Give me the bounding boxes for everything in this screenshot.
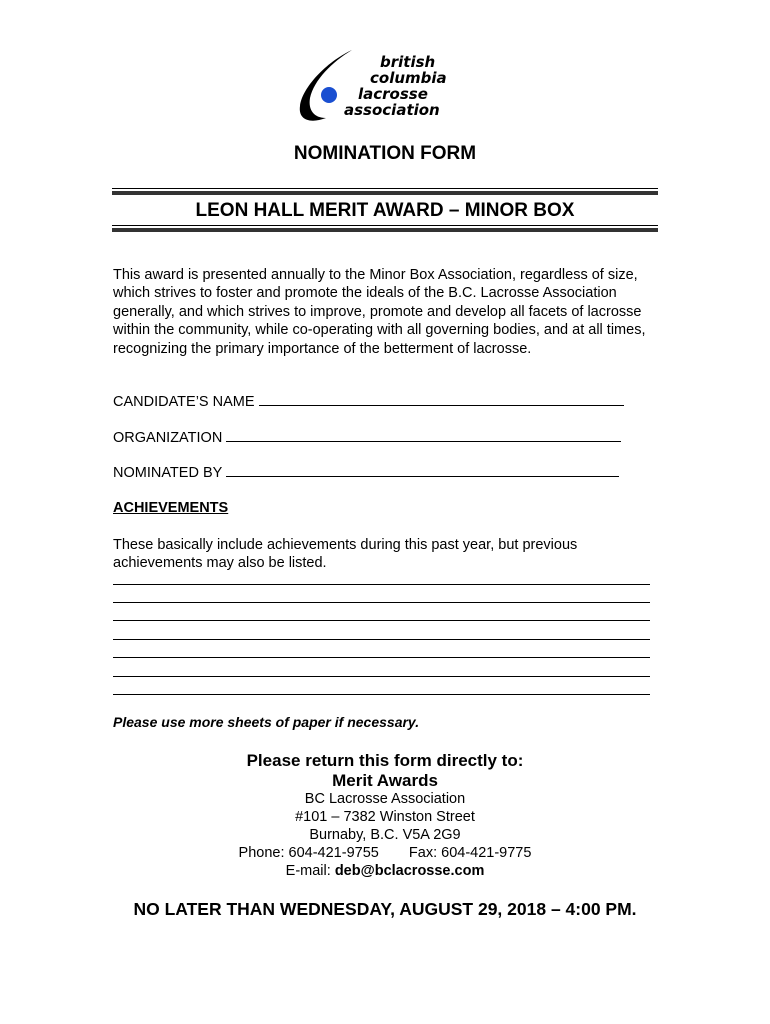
candidate-name-blank[interactable] xyxy=(259,393,624,406)
organization-blank[interactable] xyxy=(226,429,621,442)
nominated-by-label: NOMINATED BY xyxy=(113,465,223,481)
organization-field[interactable] xyxy=(113,429,621,446)
achievement-line[interactable] xyxy=(113,602,650,603)
deadline: NO LATER THAN WEDNESDAY, AUGUST 29, 2018 – 4:00 PM. xyxy=(133,899,637,919)
form-title: NOMINATION FORM xyxy=(293,143,477,164)
return-street: #101 – 7382 Winston Street xyxy=(295,809,475,825)
logo-line-1: british xyxy=(380,53,436,71)
achievement-line[interactable] xyxy=(113,657,650,658)
achievements-description: These basically include achievements during this past year, but previous achievements may also be listed. xyxy=(113,537,578,572)
nominated-by-field[interactable] xyxy=(113,464,619,481)
achievements-heading: ACHIEVEMENTS xyxy=(113,500,229,516)
logo-line-3: lacrosse xyxy=(358,85,428,103)
candidate-name-field[interactable] xyxy=(113,393,624,410)
divider-bottom-thin xyxy=(112,225,658,226)
divider-bottom-thick xyxy=(112,228,658,232)
return-city: Burnaby, B.C. V5A 2G9 xyxy=(309,827,461,843)
divider-top-thick xyxy=(112,191,658,195)
phone-label: Phone: xyxy=(238,845,285,861)
achievement-line[interactable] xyxy=(113,639,650,640)
extra-sheets-note: Please use more sheets of paper if necessary. xyxy=(113,714,420,730)
achievement-line[interactable] xyxy=(113,676,650,677)
return-heading: Please return this form directly to: xyxy=(246,751,524,770)
return-org: BC Lacrosse Association xyxy=(304,791,466,807)
phone-number: 604-421-9755 xyxy=(288,845,379,861)
divider-top-thin xyxy=(112,188,658,189)
award-title: LEON HALL MERIT AWARD – MINOR BOX xyxy=(195,200,575,221)
fax-label: Fax: xyxy=(408,845,438,861)
email-label: E-mail: xyxy=(285,863,331,879)
logo-line-2: columbia xyxy=(370,69,447,87)
email-link[interactable]: deb@bclacrosse.com xyxy=(334,863,485,879)
nominated-by-blank[interactable] xyxy=(226,464,619,477)
achievement-line[interactable] xyxy=(113,694,650,695)
achievement-line[interactable] xyxy=(113,584,650,585)
return-recipient: Merit Awards xyxy=(332,771,438,790)
achievement-line[interactable] xyxy=(113,620,650,621)
logo-line-4: association xyxy=(344,101,440,119)
organization-label: ORGANIZATION xyxy=(113,430,223,446)
intro-paragraph: This award is presented annually to the Minor Box Association, regardless of size, which strives to foster and promote the ideals of the B.C. Lacrosse Association generally, and which strives to improve, promote and develop all facets of lacrosse within the community, while co-operating with all governing bodies, and at all times, recognizing the primary importance of the betterment of lacrosse. xyxy=(113,267,646,357)
contact-email xyxy=(0,863,770,879)
candidate-name-label: CANDIDATE’S NAME xyxy=(113,394,255,410)
fax-number: 604-421-9775 xyxy=(441,845,532,861)
logo-wordmark xyxy=(342,54,482,118)
contact-phone-fax xyxy=(0,845,770,861)
